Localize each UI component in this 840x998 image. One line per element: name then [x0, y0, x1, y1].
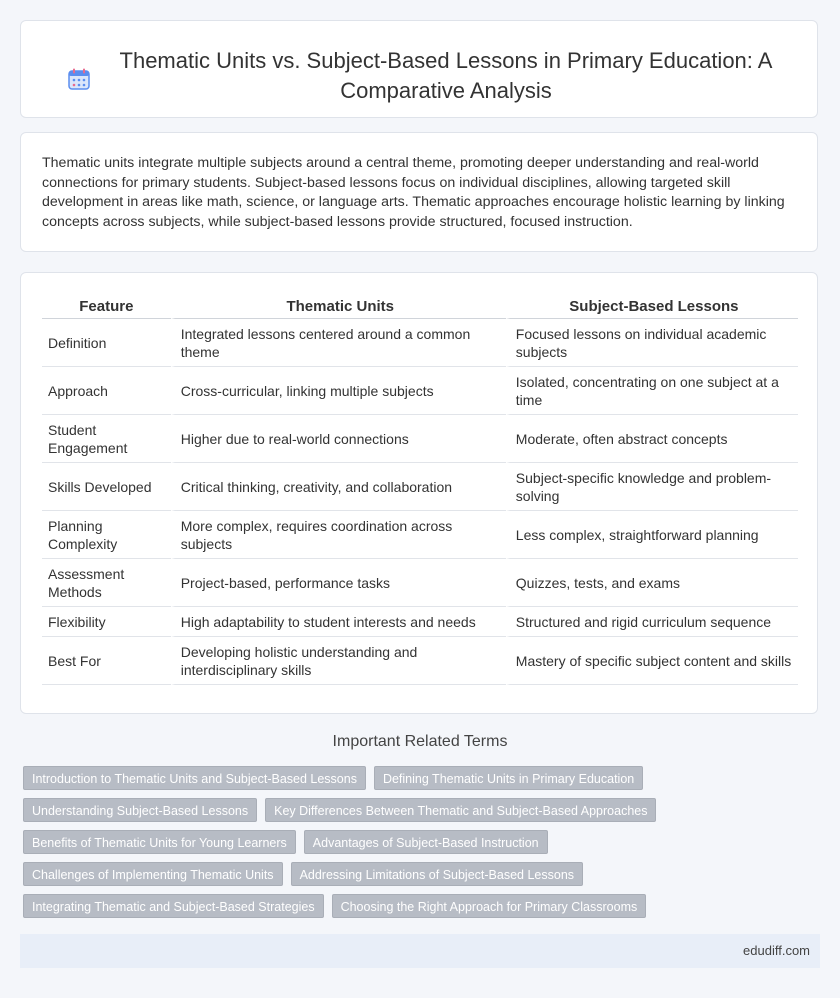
- header-subject-based-lessons: Subject-Based Lessons: [506, 295, 798, 319]
- row-feature: Best For: [42, 637, 171, 685]
- row-subject: Mastery of specific subject content and skills: [506, 637, 798, 685]
- related-term-tag[interactable]: Addressing Limitations of Subject-Based Lessons: [291, 862, 583, 886]
- row-feature: Definition: [42, 319, 171, 367]
- row-subject: Moderate, often abstract concepts: [506, 415, 798, 463]
- row-feature: Approach: [42, 367, 171, 415]
- row-subject: Isolated, concentrating on one subject at a time: [506, 367, 798, 415]
- row-feature: Assessment Methods: [42, 559, 171, 607]
- row-thematic: Project-based, performance tasks: [171, 559, 506, 607]
- calendar-icon: [68, 68, 90, 90]
- row-subject: Structured and rigid curriculum sequence: [506, 607, 798, 637]
- related-term-tag[interactable]: Advantages of Subject-Based Instruction: [304, 830, 548, 854]
- row-thematic: Cross-curricular, linking multiple subjects: [171, 367, 506, 415]
- comparison-card: [20, 272, 818, 714]
- table-row: [42, 415, 798, 463]
- row-feature: Student Engagement: [42, 415, 171, 463]
- related-term-tag[interactable]: Understanding Subject-Based Lessons: [23, 798, 257, 822]
- related-term-tag[interactable]: Key Differences Between Thematic and Subject-Based Approaches: [265, 798, 656, 822]
- row-thematic: Developing holistic understanding and interdisciplinary skills: [171, 637, 506, 685]
- row-thematic: Integrated lessons centered around a common theme: [171, 319, 506, 367]
- page-title: Thematic Units vs. Subject-Based Lessons in Primary Education: A Comparative Analysis: [119, 48, 773, 103]
- comparison-table: [42, 295, 798, 685]
- related-term-tag[interactable]: Choosing the Right Approach for Primary Classrooms: [332, 894, 647, 918]
- intro-paragraph: Thematic units integrate multiple subjects around a central theme, promoting deeper understanding and real-world connections for primary students. Subject-based lessons focus on individual disciplines, allowing targeted skill development in areas like math, science, or language arts. Thematic approaches encourage holistic learning by linking concepts across subjects, while subject-based lessons provide structured, focused instruction.: [42, 155, 785, 230]
- title-row: [21, 21, 817, 117]
- row-feature: Flexibility: [42, 607, 171, 637]
- row-subject: Subject-specific knowledge and problem-solving: [506, 463, 798, 511]
- related-term-tag[interactable]: Challenges of Implementing Thematic Units: [23, 862, 283, 886]
- table-header-row: [42, 295, 798, 319]
- table-row: [42, 367, 798, 415]
- table-row: [42, 463, 798, 511]
- table-row: [42, 559, 798, 607]
- row-subject: Focused lessons on individual academic subjects: [506, 319, 798, 367]
- related-terms-heading: Important Related Terms: [332, 733, 508, 750]
- related-term-tag[interactable]: Introduction to Thematic Units and Subject-Based Lessons: [23, 766, 366, 790]
- row-thematic: Higher due to real-world connections: [171, 415, 506, 463]
- related-term-tag[interactable]: Benefits of Thematic Units for Young Learners: [23, 830, 296, 854]
- table-row: [42, 637, 798, 685]
- row-subject: Quizzes, tests, and exams: [506, 559, 798, 607]
- intro-card: [20, 132, 818, 252]
- title-card: [20, 20, 818, 118]
- table-row: [42, 319, 798, 367]
- table-row: [42, 607, 798, 637]
- row-thematic: Critical thinking, creativity, and collaboration: [171, 463, 506, 511]
- header-feature: Feature: [42, 295, 171, 319]
- table-row: [42, 511, 798, 559]
- row-feature: Planning Complexity: [42, 511, 171, 559]
- related-term-tag[interactable]: Defining Thematic Units in Primary Education: [374, 766, 643, 790]
- related-terms-list: [23, 766, 813, 918]
- row-subject: Less complex, straightforward planning: [506, 511, 798, 559]
- row-feature: Skills Developed: [42, 463, 171, 511]
- related-term-tag[interactable]: Integrating Thematic and Subject-Based Strategies: [23, 894, 324, 918]
- header-thematic-units: Thematic Units: [171, 295, 506, 319]
- row-thematic: High adaptability to student interests and needs: [171, 607, 506, 637]
- row-thematic: More complex, requires coordination across subjects: [171, 511, 506, 559]
- footer-site-link[interactable]: edudiff.com: [743, 943, 810, 958]
- footer: [20, 934, 820, 968]
